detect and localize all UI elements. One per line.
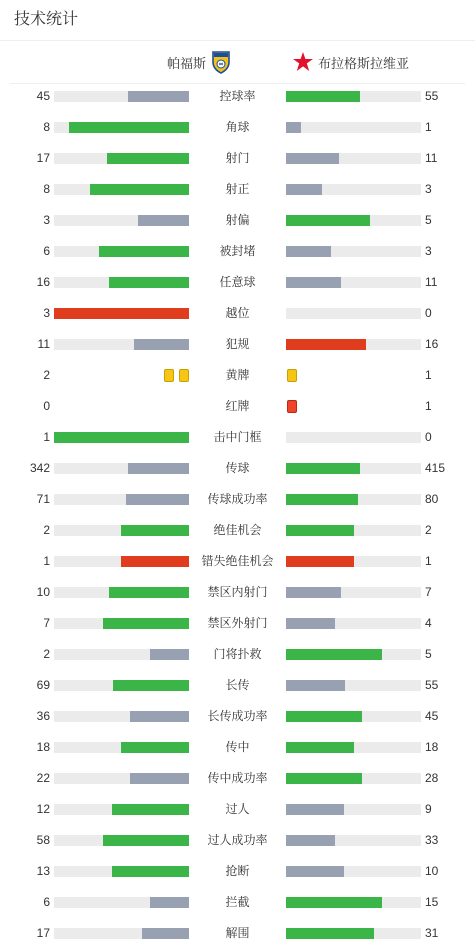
away-team[interactable] xyxy=(292,41,409,83)
away-stat-bar-fill xyxy=(286,897,382,908)
away-stat-bar xyxy=(286,649,421,660)
home-stat-bar xyxy=(54,432,189,443)
home-stat-bar xyxy=(54,463,189,474)
home-stat-bar xyxy=(54,866,189,877)
home-stat-value: 58 xyxy=(36,833,50,847)
home-stat-bar xyxy=(54,525,189,536)
stat-row xyxy=(0,670,475,701)
home-stat-bar-fill xyxy=(103,835,189,846)
away-stat-value: 18 xyxy=(425,740,439,754)
away-stat-value: 1 xyxy=(425,368,432,382)
home-stat-bar xyxy=(54,153,189,164)
stat-row xyxy=(0,546,475,577)
red-card-icon xyxy=(287,400,297,413)
away-stat-bar-fill xyxy=(286,649,382,660)
away-stat-bar xyxy=(286,928,421,939)
away-stat-value: 28 xyxy=(425,771,439,785)
stat-label: 黄牌 xyxy=(225,368,250,382)
away-stat-bar-fill xyxy=(286,184,322,195)
home-stat-bar-fill xyxy=(69,122,189,133)
stat-row xyxy=(0,81,475,112)
home-stat-bar-fill xyxy=(130,773,189,784)
away-stat-bar xyxy=(286,339,421,350)
stat-row xyxy=(0,391,475,422)
away-stat-bar xyxy=(286,122,421,133)
stat-label: 角球 xyxy=(225,120,250,134)
home-stat-value: 11 xyxy=(37,337,50,351)
away-stat-value: 5 xyxy=(425,213,432,227)
home-stat-bar xyxy=(54,556,189,567)
home-stat-value: 3 xyxy=(43,213,50,227)
away-stat-value: 55 xyxy=(425,89,439,103)
away-stat-bar xyxy=(286,308,421,319)
stat-label: 过人 xyxy=(225,802,250,816)
home-stat-bar-fill xyxy=(107,153,189,164)
home-stat-bar-fill xyxy=(150,649,189,660)
home-stat-value: 2 xyxy=(43,647,50,661)
away-stat-bar-fill xyxy=(286,246,331,257)
away-team-name: 布拉格斯拉维亚 xyxy=(318,55,410,71)
away-stat-bar-fill xyxy=(286,804,344,815)
home-stat-value: 13 xyxy=(36,864,50,878)
stat-row xyxy=(0,794,475,825)
away-stat-bar xyxy=(286,866,421,877)
stat-label: 解围 xyxy=(225,926,250,940)
home-stat-value: 3 xyxy=(43,306,50,320)
away-stat-value: 11 xyxy=(425,151,438,165)
away-stat-value: 5 xyxy=(425,647,432,661)
away-stat-bar-fill xyxy=(286,525,354,536)
stat-label: 禁区外射门 xyxy=(207,616,268,630)
away-stat-bar xyxy=(286,804,421,815)
stat-row xyxy=(0,701,475,732)
home-stat-bar xyxy=(54,91,189,102)
away-stat-bar-fill xyxy=(286,742,354,753)
home-stat-bar-fill xyxy=(54,308,189,319)
home-stat-bar-fill xyxy=(90,184,189,195)
stat-row xyxy=(0,577,475,608)
home-stat-value: 22 xyxy=(36,771,50,785)
away-stat-value: 1 xyxy=(425,120,432,134)
stat-row xyxy=(0,329,475,360)
stat-label: 传中 xyxy=(225,740,250,754)
home-stat-bar-fill xyxy=(113,680,189,691)
home-stat-bar xyxy=(54,184,189,195)
stat-label: 射偏 xyxy=(225,213,250,227)
away-stat-value: 31 xyxy=(425,926,439,940)
away-stat-value: 0 xyxy=(425,306,432,320)
away-stat-bar xyxy=(286,587,421,598)
home-stat-bar-fill xyxy=(121,556,189,567)
home-stat-value: 17 xyxy=(36,151,50,165)
stat-row xyxy=(0,236,475,267)
home-stat-bar xyxy=(54,277,189,288)
stat-row xyxy=(0,763,475,794)
home-stat-bar-fill xyxy=(128,463,189,474)
away-stat-bar xyxy=(286,711,421,722)
home-team[interactable] xyxy=(167,41,231,83)
away-stat-bar-fill xyxy=(286,277,341,288)
home-stat-bar-fill xyxy=(121,742,189,753)
home-stat-value: 8 xyxy=(43,120,50,134)
home-stat-bar-fill xyxy=(112,804,189,815)
home-stat-value: 71 xyxy=(36,492,50,506)
stat-label: 门将扑救 xyxy=(213,647,262,661)
away-stat-bar xyxy=(286,153,421,164)
away-stat-bar xyxy=(286,773,421,784)
away-stat-bar xyxy=(286,184,421,195)
stat-row xyxy=(0,267,475,298)
away-stat-bar xyxy=(286,215,421,226)
stat-row xyxy=(0,732,475,763)
home-stat-value: 69 xyxy=(36,678,50,692)
home-stat-value: 2 xyxy=(43,368,50,382)
away-stat-bar-fill xyxy=(286,835,335,846)
home-stat-bar xyxy=(54,215,189,226)
home-stat-value: 12 xyxy=(36,802,50,816)
home-stat-bar-fill xyxy=(138,215,189,226)
away-stat-bar-fill xyxy=(286,153,339,164)
home-stat-bar-fill xyxy=(130,711,189,722)
stat-row xyxy=(0,608,475,639)
stat-label: 控球率 xyxy=(219,89,256,103)
stat-row xyxy=(0,360,475,391)
home-stat-value: 18 xyxy=(36,740,50,754)
home-stat-value: 2 xyxy=(43,523,50,537)
stat-row xyxy=(0,205,475,236)
away-stat-bar xyxy=(286,494,421,505)
away-team-star-crest-icon xyxy=(292,51,314,73)
stat-label: 抢断 xyxy=(225,864,250,878)
home-stat-value: 8 xyxy=(43,182,50,196)
home-stat-bar-fill xyxy=(109,277,189,288)
home-stat-bar-fill xyxy=(126,494,189,505)
away-stat-bar xyxy=(286,432,421,443)
stat-label: 犯规 xyxy=(225,337,250,351)
away-stat-bar-fill xyxy=(286,556,354,567)
away-stat-bar xyxy=(286,277,421,288)
away-stat-value: 16 xyxy=(425,337,439,351)
home-stat-bar-fill xyxy=(142,928,189,939)
stat-label: 禁区内射门 xyxy=(207,585,268,599)
stat-row xyxy=(0,918,475,949)
home-stat-bar-fill xyxy=(121,525,189,536)
home-stat-bar xyxy=(54,494,189,505)
home-stat-bar-fill xyxy=(112,866,189,877)
away-stat-bar-fill xyxy=(286,866,344,877)
home-team-crest-icon xyxy=(211,50,231,74)
away-stat-bar-fill xyxy=(286,122,301,133)
away-stat-value: 33 xyxy=(425,833,439,847)
away-stat-value: 415 xyxy=(425,461,446,475)
home-stat-bar xyxy=(54,649,189,660)
away-stat-value: 45 xyxy=(425,709,439,723)
home-stat-bar xyxy=(54,711,189,722)
away-stat-bar xyxy=(286,525,421,536)
home-stat-value: 0 xyxy=(43,399,50,413)
away-stat-bar-fill xyxy=(286,928,374,939)
away-stat-bar-fill xyxy=(286,711,362,722)
away-stat-bar-fill xyxy=(286,587,341,598)
home-stat-bar-fill xyxy=(128,91,189,102)
away-stat-value: 2 xyxy=(425,523,432,537)
home-stat-bar xyxy=(54,928,189,939)
home-stat-bar xyxy=(54,742,189,753)
yellow-card-icon xyxy=(287,369,297,382)
stat-label: 拦截 xyxy=(225,895,250,909)
away-stat-value: 9 xyxy=(425,802,432,816)
home-stat-value: 45 xyxy=(36,89,50,103)
stat-row xyxy=(0,298,475,329)
home-stat-value: 10 xyxy=(36,585,50,599)
away-stat-bar-fill xyxy=(286,494,358,505)
stat-label: 传球成功率 xyxy=(207,492,268,506)
stat-label: 红牌 xyxy=(225,399,250,413)
home-stat-value: 17 xyxy=(36,926,50,940)
stat-label: 绝佳机会 xyxy=(213,523,262,537)
home-stat-bar xyxy=(54,618,189,629)
stat-row xyxy=(0,856,475,887)
home-stat-value: 6 xyxy=(43,244,50,258)
stat-label: 传中成功率 xyxy=(207,771,268,785)
yellow-card-icon xyxy=(164,369,174,382)
stat-row xyxy=(0,174,475,205)
away-stat-value: 3 xyxy=(425,244,432,258)
home-stat-bar xyxy=(54,587,189,598)
away-stat-bar-fill xyxy=(286,773,362,784)
yellow-card-icon xyxy=(179,369,189,382)
home-stat-bar xyxy=(54,773,189,784)
away-stat-bar xyxy=(286,556,421,567)
away-stat-value: 1 xyxy=(425,554,432,568)
home-stat-bar-fill xyxy=(103,618,189,629)
stat-row xyxy=(0,825,475,856)
away-stat-value: 7 xyxy=(425,585,432,599)
stat-label: 过人成功率 xyxy=(207,833,268,847)
stat-label: 任意球 xyxy=(219,275,256,289)
home-stat-value: 36 xyxy=(36,709,50,723)
away-stat-bar-fill xyxy=(286,680,345,691)
home-stat-value: 1 xyxy=(43,430,50,444)
away-stat-value: 4 xyxy=(425,616,432,630)
home-stat-bar-fill xyxy=(99,246,189,257)
home-team-name: 帕福斯 xyxy=(166,55,206,71)
away-stat-value: 55 xyxy=(425,678,439,692)
away-stat-bar xyxy=(286,835,421,846)
home-stat-value: 16 xyxy=(36,275,50,289)
stat-row xyxy=(0,143,475,174)
home-stat-bar xyxy=(54,835,189,846)
stat-label: 长传 xyxy=(225,678,250,692)
page-title: 技术统计 xyxy=(0,0,475,41)
away-stat-bar-fill xyxy=(286,463,360,474)
away-stat-bar-fill xyxy=(286,618,335,629)
away-stat-value: 11 xyxy=(425,275,438,289)
home-stat-bar-fill xyxy=(54,432,189,443)
stat-row xyxy=(0,639,475,670)
away-stat-bar xyxy=(286,742,421,753)
away-stat-value: 1 xyxy=(425,399,432,413)
stat-label: 越位 xyxy=(225,306,250,320)
home-stat-bar-fill xyxy=(134,339,189,350)
home-stat-value: 1 xyxy=(43,554,50,568)
away-stat-bar xyxy=(286,246,421,257)
home-stat-value: 6 xyxy=(43,895,50,909)
stat-label: 被封堵 xyxy=(219,244,256,258)
stat-label: 错失绝佳机会 xyxy=(201,554,274,568)
away-stat-bar xyxy=(286,91,421,102)
stat-label: 射门 xyxy=(225,151,250,165)
away-stat-value: 80 xyxy=(425,492,439,506)
stat-label: 射正 xyxy=(225,182,250,196)
home-stat-bar xyxy=(54,246,189,257)
home-stat-value: 7 xyxy=(43,616,50,630)
home-stat-bar xyxy=(54,339,189,350)
stat-label: 长传成功率 xyxy=(207,709,268,723)
stat-row xyxy=(0,515,475,546)
home-stat-bar xyxy=(54,308,189,319)
away-stat-bar xyxy=(286,618,421,629)
stats-list xyxy=(0,81,475,949)
stat-label: 传球 xyxy=(225,461,250,475)
home-stat-bar xyxy=(54,122,189,133)
away-stat-bar xyxy=(286,463,421,474)
away-stat-value: 0 xyxy=(425,430,432,444)
stat-row xyxy=(0,112,475,143)
teams-header xyxy=(10,41,465,84)
away-stat-value: 3 xyxy=(425,182,432,196)
home-stat-bar xyxy=(54,680,189,691)
stat-row xyxy=(0,484,475,515)
home-stat-bar xyxy=(54,897,189,908)
home-stat-bar-fill xyxy=(150,897,189,908)
away-stat-bar xyxy=(286,897,421,908)
stat-label: 击中门框 xyxy=(213,430,262,444)
away-stat-bar-fill xyxy=(286,91,360,102)
stat-row xyxy=(0,453,475,484)
away-stat-value: 15 xyxy=(425,895,439,909)
home-stat-bar-fill xyxy=(109,587,189,598)
stat-row xyxy=(0,887,475,918)
away-stat-bar-fill xyxy=(286,215,370,226)
away-stat-bar-fill xyxy=(286,339,366,350)
stat-row xyxy=(0,422,475,453)
home-stat-value: 342 xyxy=(29,461,50,475)
away-stat-value: 10 xyxy=(425,864,439,878)
away-stat-bar xyxy=(286,680,421,691)
home-stat-bar xyxy=(54,804,189,815)
